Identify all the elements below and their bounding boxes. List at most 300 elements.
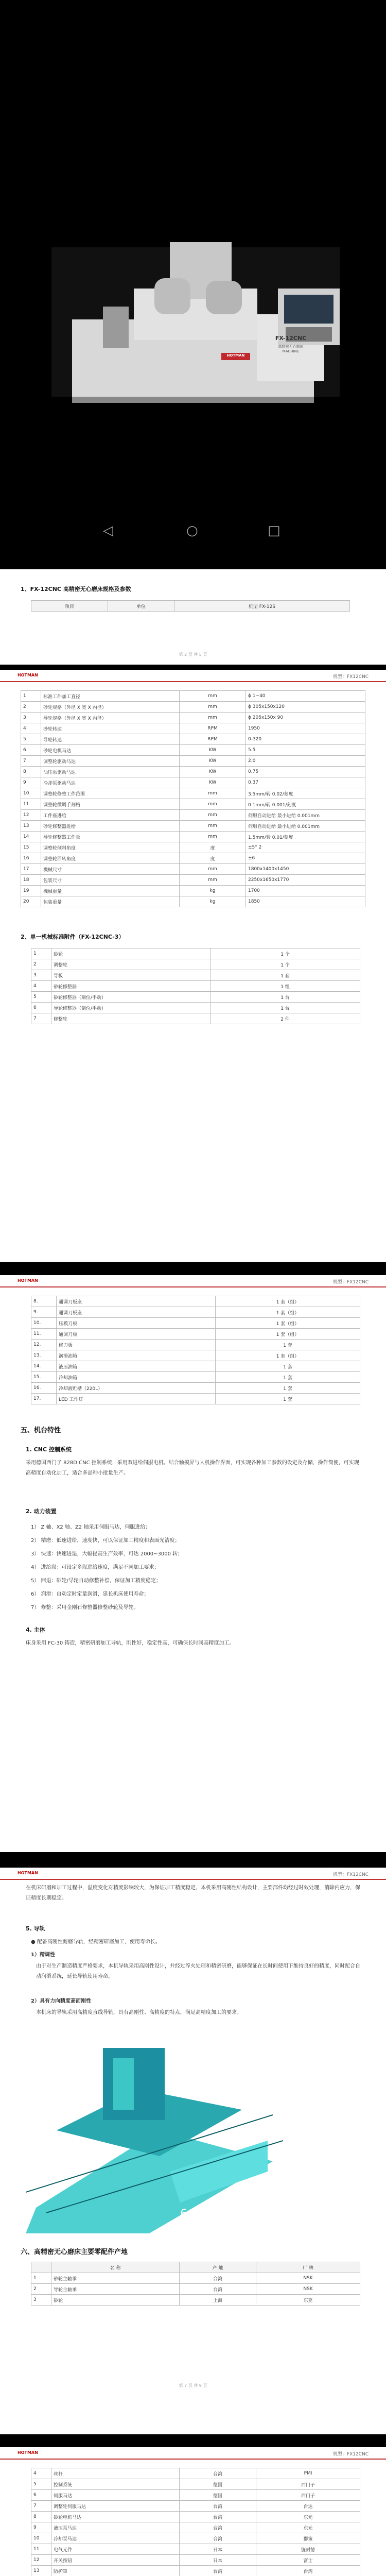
table-cell: 导轮修整器（刻位/手动）: [51, 1003, 210, 1013]
table-cell: 1 套: [210, 970, 360, 981]
table-row: [21, 853, 365, 864]
table-cell: 控制系统: [51, 2479, 180, 2490]
table-cell: 丝杆: [51, 2468, 180, 2479]
table-cell: 导轮主轴承: [51, 2284, 180, 2295]
table-cell: 调整轮: [51, 959, 210, 970]
table-row: [21, 767, 365, 777]
table-cell: 1: [31, 2273, 51, 2284]
page-header: [0, 2447, 386, 2460]
table-cell: RPM: [180, 734, 246, 745]
table-row: [31, 959, 360, 970]
table-cell: 修整轮: [51, 1013, 210, 1024]
table-cell: LED 工作灯: [57, 1394, 216, 1404]
table-cell: 1 个: [210, 948, 360, 959]
table-cell: 1: [31, 948, 51, 959]
table-cell: 台湾: [256, 2566, 360, 2576]
table-cell: 16: [21, 853, 41, 864]
list-item: 4） 进给段：可设定多段进给速度，满足不同加工要求；: [31, 1565, 160, 1570]
guideway-intro: ● 配备高刚性耐磨导轨，经精密研磨加工，使用寿命长。: [31, 1939, 161, 1945]
table-cell: 9: [21, 777, 41, 788]
table-cell: ϕ 1~40: [246, 691, 365, 702]
table-cell: 1850: [246, 896, 365, 907]
table-cell: 3: [31, 2295, 51, 2306]
table-cell: 冷却泵马达: [51, 2533, 180, 2544]
list-item: 1） Z 轴、X2 轴、Z2 轴采用伺服马达，伺服进给；: [31, 1524, 151, 1530]
section-title: 1、FX-12CNC 高精密无心磨床规格及参数: [21, 586, 131, 592]
table-cell: 1 套（组）: [216, 1329, 360, 1340]
table-cell: 导轮转速: [41, 734, 180, 745]
table-row: [21, 810, 365, 821]
table-cell: 冷却油箱: [57, 1372, 216, 1383]
table-cell: 3: [21, 713, 41, 723]
table-cell: 日本: [180, 2544, 256, 2555]
table-cell: 伺服马达: [51, 2490, 180, 2501]
table-cell: 4: [31, 2468, 51, 2479]
table-cell: 导轮规格（外径 X 宽 X 内径）: [41, 713, 180, 723]
table-cell: 1: [21, 691, 41, 702]
table-cell: 17: [21, 864, 41, 875]
table-cell: 台湾: [180, 2273, 256, 2284]
table-cell: 德国: [180, 2490, 256, 2501]
table-cell: 17.: [31, 1394, 57, 1404]
table-cell: 機械重量: [41, 886, 180, 896]
table-cell: 调整轮微调手刻格: [41, 799, 180, 810]
table-cell: RPM: [180, 723, 246, 734]
table-cell: ±6: [246, 853, 365, 864]
table-cell: 3: [31, 970, 51, 981]
table-cell: 1800x1400x1450: [246, 864, 365, 875]
table-cell: 1950: [246, 723, 365, 734]
guideway-figure: [26, 2038, 283, 2233]
table-cell: 機械尺寸: [41, 864, 180, 875]
table-row: [31, 1003, 360, 1013]
table-cell: 10.: [31, 1318, 57, 1329]
table-row: [31, 2273, 360, 2284]
table-cell: 4: [31, 981, 51, 992]
table-cell: 调整轮修整工作范围: [41, 788, 180, 799]
page-header: [0, 1275, 386, 1287]
table-cell: 0-320: [246, 734, 365, 745]
table-row: [21, 821, 365, 832]
table-row: [31, 1296, 360, 1307]
table-cell: 1 套: [216, 1372, 360, 1383]
table-cell: 6: [31, 1003, 51, 1013]
table-cell: 16.: [31, 1383, 57, 1394]
document-page-3: [0, 1275, 386, 1852]
table-cell: 0.37: [246, 777, 365, 788]
recent-apps-button[interactable]: □: [268, 523, 280, 538]
nav-bar: [0, 518, 386, 549]
table-cell: 20: [21, 896, 41, 907]
table-cell: 5: [21, 734, 41, 745]
table-cell: 0.75: [246, 767, 365, 777]
parts-title: 六、高精密无心磨床主要零配件产地: [21, 2248, 128, 2256]
table-cell: 标准工件加工直径: [41, 691, 180, 702]
table-row: [31, 2490, 360, 2501]
table-cell: 1 套: [216, 1340, 360, 1350]
table-cell: 台湾: [180, 2468, 256, 2479]
table-cell: 1.5mm/转 0.01/刻度: [246, 832, 365, 842]
page-header: [0, 1868, 386, 1880]
table-cell: 15: [21, 842, 41, 853]
table-cell: 19: [21, 886, 41, 896]
table-row: [31, 1318, 360, 1329]
header-model: 机型：FX12CNC: [332, 1280, 369, 1285]
table-row: [31, 1329, 360, 1340]
page-header: [0, 670, 386, 682]
list-item: 3） 快速：快速进退，大幅提高生产效率，可达 2000~3000 转；: [31, 1551, 183, 1557]
table-row: [21, 723, 365, 734]
table-cell: 度: [180, 842, 246, 853]
table-cell: 伺服自动进给 最小进给 0.001mm: [246, 810, 365, 821]
table-row: [21, 875, 365, 886]
accessory-table: [31, 1296, 360, 1404]
table-cell: 砂轮修整器进给: [41, 821, 180, 832]
table-cell: 通调刀板座: [57, 1296, 216, 1307]
table-cell: 4: [21, 723, 41, 734]
config-table: [31, 948, 360, 1024]
table-cell: 15.: [31, 1372, 57, 1383]
guideway-sub2: 2）具有力向精度高而刚性: [31, 1998, 91, 2004]
table-row: [21, 745, 365, 756]
table-cell: mm: [180, 810, 246, 821]
table-cell: kg: [180, 886, 246, 896]
page-number: 第 7 页 共 9 页: [179, 2383, 207, 2388]
table-cell: 9.: [31, 1307, 57, 1318]
table-cell: 1 套（组）: [216, 1307, 360, 1318]
table-cell: 砂轮修整器: [51, 981, 210, 992]
header-logo: HOTMAN: [17, 1871, 38, 1875]
table-cell: 调整轮回转角度: [41, 853, 180, 864]
table-cell: 13.: [31, 1350, 57, 1361]
table-cell: 砂轮规格（外径 X 宽 X 内径）: [41, 702, 180, 713]
spec-table-header: [31, 600, 350, 612]
home-button[interactable]: ○: [186, 523, 198, 538]
table-head-cell: 机型 FX-12S: [174, 601, 350, 612]
table-row: [31, 1307, 360, 1318]
table-row: [31, 1383, 360, 1394]
table-cell: 10: [21, 788, 41, 799]
table-cell: 东元: [256, 2522, 360, 2533]
header-logo: HOTMAN: [17, 2450, 38, 2455]
table-cell: 包装尺寸: [41, 875, 180, 886]
table-cell: 修刀板: [57, 1340, 216, 1350]
table-cell: 18: [21, 875, 41, 886]
body-title: 4. 主体: [26, 1626, 45, 1633]
table-cell: KW: [180, 745, 246, 756]
header-logo: HOTMAN: [17, 673, 38, 677]
table-cell: 1 组: [210, 981, 360, 992]
document-page-1: [0, 569, 386, 665]
table-cell: 1700: [246, 886, 365, 896]
table-cell: 日本: [180, 2555, 256, 2566]
table-head-cell: [31, 2262, 51, 2273]
table-row: [31, 2284, 360, 2295]
table-cell: 西门子: [256, 2490, 360, 2501]
table-cell: 11: [21, 799, 41, 810]
table-cell: 台湾: [180, 2522, 256, 2533]
table-cell: 台湾: [180, 2533, 256, 2544]
table-cell: 1 台: [210, 1003, 360, 1013]
list-item: 6） 润滑：自动定时定量润滑，延长机床使用寿命；: [31, 1591, 149, 1597]
table-cell: 通调刀板: [57, 1329, 216, 1340]
table-cell: 砂轮: [51, 948, 210, 959]
table-header-row: [31, 2262, 360, 2273]
table-cell: 东元: [256, 2512, 360, 2522]
table-cell: ϕ 205x150x 90: [246, 713, 365, 723]
table-cell: kg: [180, 896, 246, 907]
table-cell: NSK: [256, 2273, 360, 2284]
table-cell: mm: [180, 832, 246, 842]
table-row: [21, 713, 365, 723]
table-cell: 东亚: [256, 2295, 360, 2306]
cnc-title: 1. CNC 控制系统: [26, 1446, 72, 1453]
table-cell: 11.: [31, 1329, 57, 1340]
table-cell: 上海: [180, 2295, 256, 2306]
table-row: [31, 992, 360, 1003]
cnc-text: 采用德国西门子 828D CNC 控制系统，采用双进给伺服电机。结合触摸屏与人机操作界面，可实现各种加工参数的设定及存储，操作简便，可实现高精度自动化加工，适合多品种小批量生产。: [26, 1460, 359, 1476]
table-cell: 台湾: [180, 2501, 256, 2512]
table-cell: mm: [180, 864, 246, 875]
parts-table-continued: [31, 2468, 360, 2576]
table-cell: 冷却泵驱动马达: [41, 777, 180, 788]
table-cell: 台湾: [180, 2566, 256, 2576]
guideway-title: 5. 导轨: [26, 1925, 45, 1932]
table-cell: 防护罩: [51, 2566, 180, 2576]
table-row: [21, 886, 365, 896]
table-row: [21, 777, 365, 788]
table-cell: 2: [21, 702, 41, 713]
table-cell: 13: [21, 821, 41, 832]
table-cell: 2250x1650x1770: [246, 875, 365, 886]
table-cell: 砂轮主轴承: [51, 2273, 180, 2284]
table-row: [31, 2544, 360, 2555]
table-row: [31, 1361, 360, 1372]
table-cell: 调整轮倾斜角度: [41, 842, 180, 853]
document-page-4: [0, 1868, 386, 2434]
table-cell: 8.: [31, 1296, 57, 1307]
table-cell: 7: [21, 756, 41, 767]
table-cell: 0.1mm/转 0.001/刻度: [246, 799, 365, 810]
table-cell: 6: [31, 2490, 51, 2501]
table-cell: 压模刀板: [57, 1318, 216, 1329]
table-row: [31, 981, 360, 992]
table-row: [21, 896, 365, 907]
brand-plate: HOTMAN: [226, 353, 245, 358]
table-cell: 13: [31, 2566, 51, 2576]
table-cell: 富士: [256, 2555, 360, 2566]
table-head-cell: 单位: [108, 601, 174, 612]
body-text: 床身采用 FC-30 铸造，精密研磨加工导轨，刚性好，稳定性高，可确保长时间高精度加工。: [26, 1640, 235, 1646]
table-row: [21, 756, 365, 767]
header-model: 机型：FX12CNC: [332, 674, 369, 680]
table-cell: 3.5mm/转 0.02/刻度: [246, 788, 365, 799]
table-cell: mm: [180, 702, 246, 713]
table-cell: 2: [31, 2284, 51, 2295]
table-cell: 2: [31, 959, 51, 970]
table-head-cell: 名 称: [51, 2262, 180, 2273]
table-cell: 群策: [256, 2533, 360, 2544]
table-cell: 14: [21, 832, 41, 842]
table-row: [31, 2479, 360, 2490]
table-cell: 2 件: [210, 1013, 360, 1024]
back-button[interactable]: ◁: [103, 523, 113, 538]
table-cell: ±5° 2: [246, 842, 365, 853]
table-cell: mm: [180, 788, 246, 799]
panel-sub-text: 高精密无心磨床 MACHINE: [278, 345, 304, 353]
table-cell: mm: [180, 875, 246, 886]
table-cell: 1 台: [210, 992, 360, 1003]
page-number: 第 2 页 共 5 页: [179, 652, 207, 657]
table-cell: 台湾: [180, 2512, 256, 2522]
table-cell: 伺服自动进给 最小进给 0.001mm: [246, 821, 365, 832]
table-row: [31, 1013, 360, 1024]
power-title: 2. 动力装置: [26, 1508, 57, 1515]
table-cell: 1 套: [216, 1394, 360, 1404]
table-cell: ϕ 305x150x120: [246, 702, 365, 713]
table-cell: 1 套（组）: [216, 1318, 360, 1329]
table-cell: mm: [180, 799, 246, 810]
table-cell: 1 套: [216, 1361, 360, 1372]
table-row: [31, 1340, 360, 1350]
table-row: [31, 1350, 360, 1361]
table-cell: KW: [180, 767, 246, 777]
table-cell: 导轮修整器工作量: [41, 832, 180, 842]
table-cell: 砂轮电机马达: [41, 745, 180, 756]
table-cell: 电气元件: [51, 2544, 180, 2555]
table-row: [31, 2522, 360, 2533]
table-head-cell: 产 地: [180, 2262, 256, 2273]
table-cell: mm: [180, 713, 246, 723]
table-cell: 8: [21, 767, 41, 777]
table-row: [31, 948, 360, 959]
table-row: [31, 2501, 360, 2512]
table-cell: 9: [31, 2522, 51, 2533]
machine-photo: [0, 0, 386, 495]
table-cell: 7: [31, 2501, 51, 2512]
table-cell: NSK: [256, 2284, 360, 2295]
table-row: [21, 842, 365, 853]
table-row: [31, 2566, 360, 2576]
table-row: [21, 864, 365, 875]
panel-model-text: FX-12CNC: [275, 335, 307, 342]
table-cell: 砂轮转速: [41, 723, 180, 734]
table-cell: mm: [180, 691, 246, 702]
table-cell: PMI: [256, 2468, 360, 2479]
table-cell: KW: [180, 777, 246, 788]
table-cell: 通调刀板座: [57, 1307, 216, 1318]
table-cell: 14.: [31, 1361, 57, 1372]
section-main-title: 五、机台特性: [21, 1427, 61, 1434]
spec-table: [21, 690, 365, 907]
table-cell: 5.5: [246, 745, 365, 756]
table-cell: 5: [31, 2479, 51, 2490]
table-row: [31, 2533, 360, 2544]
table-row: [21, 734, 365, 745]
guideway-sub1: 1）精调性: [31, 1952, 55, 1958]
header-model: 机型：FX12CNC: [332, 2452, 369, 2457]
guideway-text2: 本机床的导轨采用高精度直线导轨，具有高刚性、高精度的特点，满足高精度加工的要求。: [36, 2010, 242, 2015]
table-cell: 工件座进给: [41, 810, 180, 821]
list-item: 7） 修整：采用金刚石修整器修整砂轮及导轮。: [31, 1605, 139, 1611]
list-item: 2） 精磨：低速进给，速度快，可以保证加工精度和表面光洁度；: [31, 1538, 180, 1544]
table-cell: 润滑油箱: [57, 1350, 216, 1361]
table-cell: 度: [180, 853, 246, 864]
table-cell: KW: [180, 756, 246, 767]
table-row: [21, 788, 365, 799]
guideway-text1: 由于对生产制造精度严格要求，本机导轨采用高刚性设计，并经过淬火处理和精密研磨，能够保证在长时间使用下维持良好的精度，同时配合自动润滑系统，延长导轨使用寿命。: [36, 1963, 360, 1979]
table-cell: 8: [31, 2512, 51, 2522]
table-row: [31, 2555, 360, 2566]
table-row: [31, 2512, 360, 2522]
table-cell: 开关按钮: [51, 2555, 180, 2566]
header-logo: HOTMAN: [17, 1278, 38, 1283]
table-row: [31, 1394, 360, 1404]
table-cell: 导板: [51, 970, 210, 981]
intro-text: 在机床研磨和加工过程中，温度变化对精度影响较大，为保证加工精度稳定，本机采用高刚性结构设计，主要部件均经过时效处理，消除内应力，保证精度长期稳定。: [26, 1885, 360, 1901]
table-cell: 西门子: [256, 2479, 360, 2490]
table-cell: 台达: [256, 2501, 360, 2512]
table-cell: 液压油箱: [57, 1361, 216, 1372]
document-page-5: [0, 2447, 386, 2576]
table-row: [31, 1372, 360, 1383]
table-cell: 11: [31, 2544, 51, 2555]
config-title: 2、单一机械标准附件（FX-12CNC-3）: [21, 934, 125, 940]
table-row: [31, 2295, 360, 2306]
table-cell: 砂轮修整器（刻位/手动）: [51, 992, 210, 1003]
power-list: [31, 1522, 360, 1616]
table-cell: 12.: [31, 1340, 57, 1350]
table-cell: 调整轮驱动马达: [41, 756, 180, 767]
table-cell: 5: [31, 992, 51, 1003]
header-model: 机型：FX12CNC: [332, 1872, 369, 1877]
table-row: [31, 970, 360, 981]
table-row: [21, 702, 365, 713]
table-cell: 液压泵马达: [51, 2522, 180, 2533]
table-cell: 10: [31, 2533, 51, 2544]
table-row: [21, 799, 365, 810]
table-head-cell: 项目: [31, 601, 108, 612]
list-item: 5） 回退：砂轮/导轮自动修整补偿，保证加工精度稳定；: [31, 1578, 161, 1584]
table-cell: 1 套: [216, 1383, 360, 1394]
table-row: [21, 832, 365, 842]
table-cell: 1 套（组）: [216, 1350, 360, 1361]
table-cell: 1 个: [210, 959, 360, 970]
figure-label: 6 / 9: [180, 2208, 206, 2221]
table-cell: 2.0: [246, 756, 365, 767]
table-cell: 6: [21, 745, 41, 756]
table-row: [21, 691, 365, 702]
table-row: [31, 2468, 360, 2479]
table-cell: 7: [31, 1013, 51, 1024]
table-cell: 包装重量: [41, 896, 180, 907]
table-cell: 12: [31, 2555, 51, 2566]
cad-drawing: [26, 2038, 283, 2233]
table-cell: 台湾: [180, 2284, 256, 2295]
table-cell: 冷却液贮槽（220L）: [57, 1383, 216, 1394]
table-cell: 砂轮电机马达: [51, 2512, 180, 2522]
table-cell: 施耐德: [256, 2544, 360, 2555]
table-cell: 调整轮伺服马达: [51, 2501, 180, 2512]
table-head-cell: 厂 牌: [256, 2262, 360, 2273]
table-cell: 1 套（组）: [216, 1296, 360, 1307]
machine-illustration: [0, 0, 386, 495]
table-cell: 砂轮: [51, 2295, 180, 2306]
table-cell: 油压泵驱动马达: [41, 767, 180, 777]
parts-table: [31, 2262, 360, 2306]
document-page-2: [0, 670, 386, 1262]
table-cell: 德国: [180, 2479, 256, 2490]
